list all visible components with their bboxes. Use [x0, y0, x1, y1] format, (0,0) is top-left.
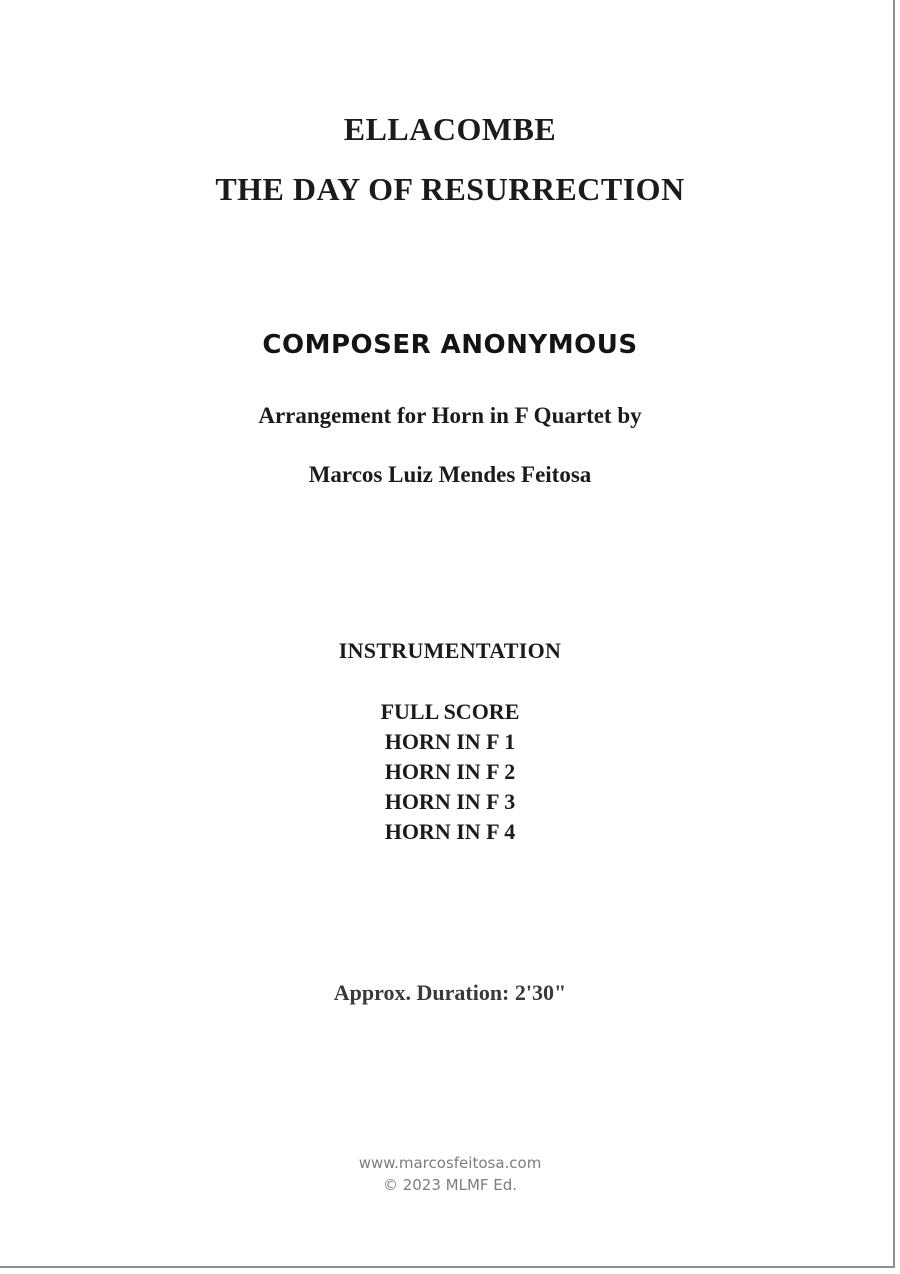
copyright-line: © 2023 MLMF Ed. — [382, 1176, 518, 1194]
instrumentation-item-horn-3: HORN IN F 3 — [384, 789, 516, 814]
instrumentation-item-horn-4: HORN IN F 4 — [384, 819, 516, 844]
work-title: ELLACOMBE — [343, 111, 557, 147]
instrumentation-heading: INSTRUMENTATION — [338, 638, 562, 663]
work-subtitle: THE DAY OF RESURRECTION — [215, 171, 685, 207]
composer-line: COMPOSER ANONYMOUS — [262, 330, 638, 360]
page-edge-right — [893, 0, 895, 1268]
website-url: www.marcosfeitosa.com — [358, 1154, 542, 1172]
instrumentation-item-horn-1: HORN IN F 1 — [384, 729, 516, 754]
instrumentation-item-horn-2: HORN IN F 2 — [384, 759, 516, 784]
instrumentation-item-full-score: FULL SCORE — [380, 699, 520, 724]
page-edge-bottom — [0, 1266, 895, 1268]
arranger-name: Marcos Luiz Mendes Feitosa — [308, 462, 592, 487]
instrumentation-list — [0, 697, 900, 847]
duration-line: Approx. Duration: 2'30" — [333, 980, 567, 1005]
arrangement-line: Arrangement for Horn in F Quartet by — [258, 403, 642, 428]
